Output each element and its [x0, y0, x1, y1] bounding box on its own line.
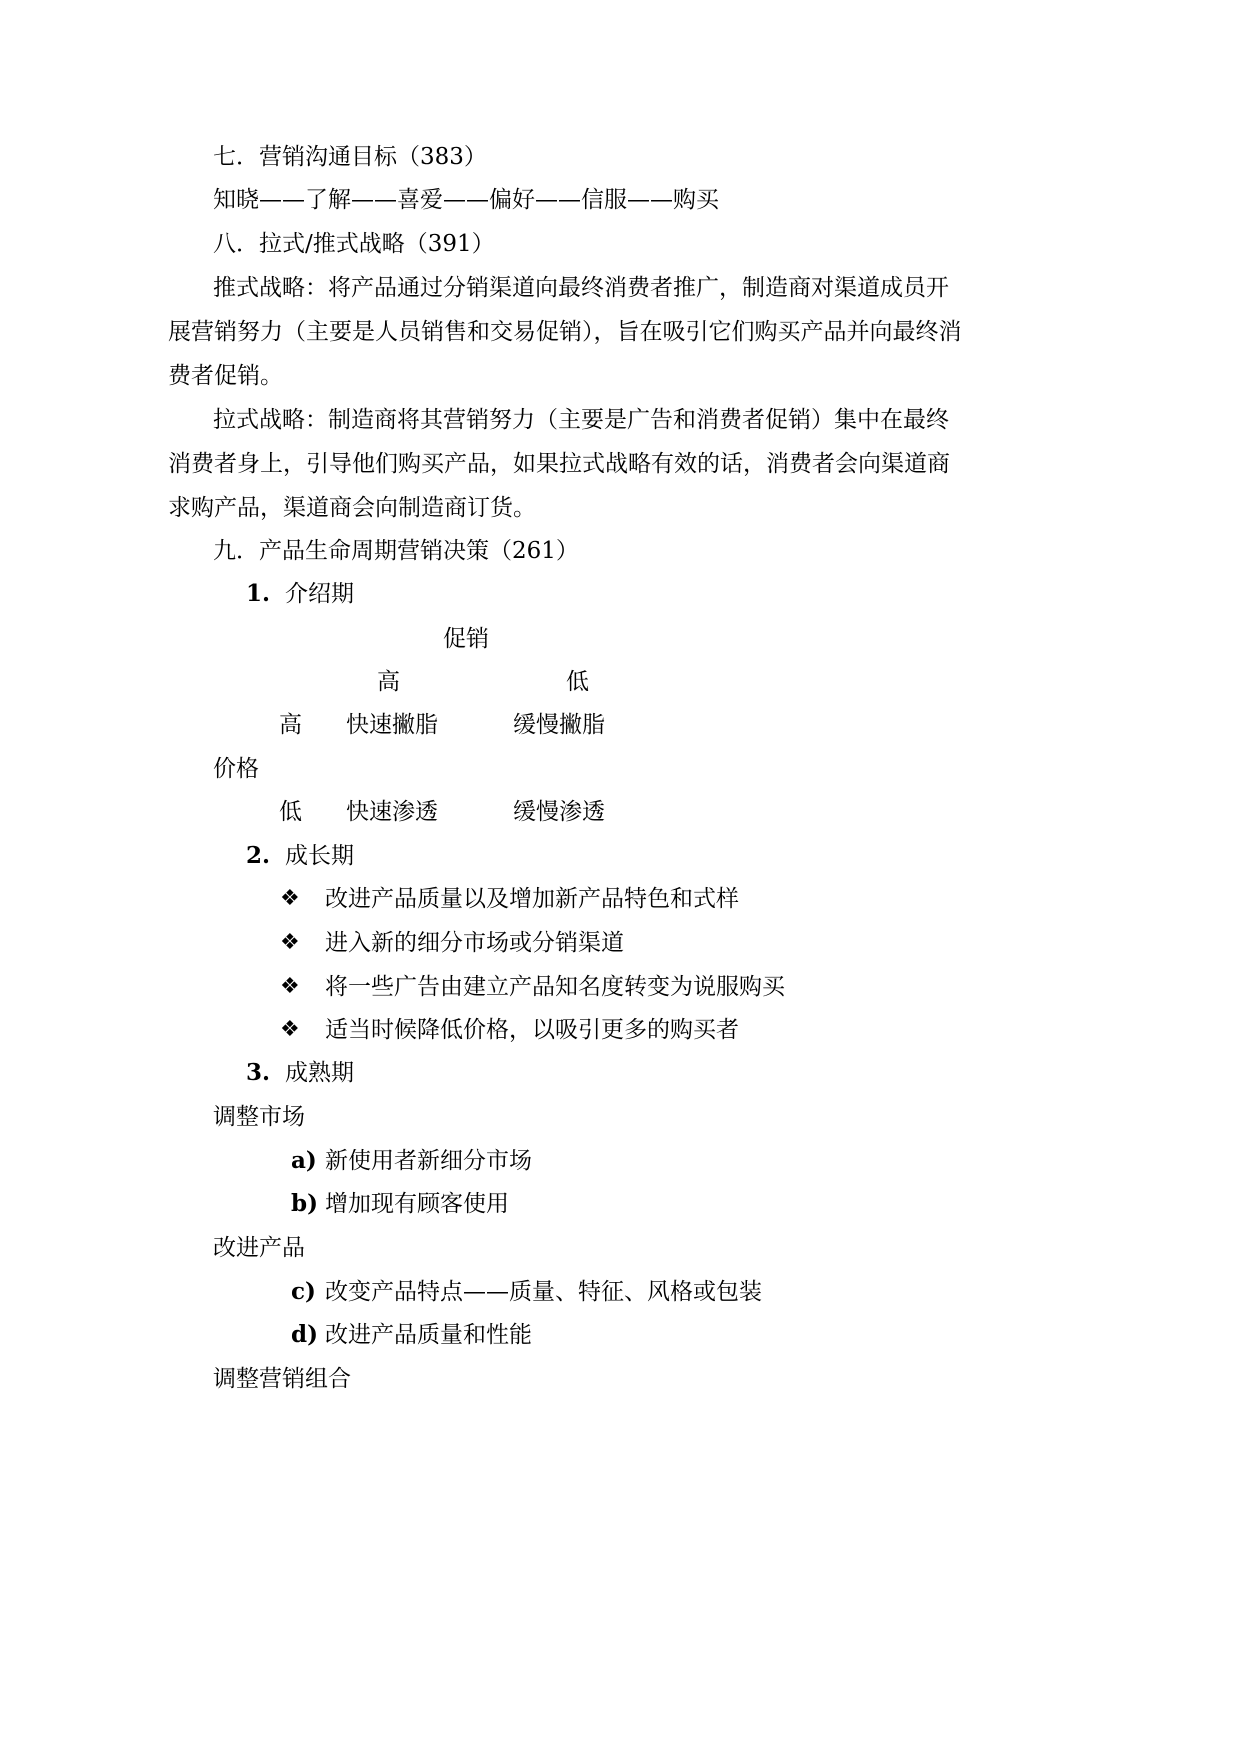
adjust-marketing-mix-heading: 调整营销组合 — [213, 1366, 351, 1392]
matrix-col-high: 高 — [377, 669, 400, 695]
matrix-col-low: 低 — [566, 669, 589, 695]
improve-product-heading: 改进产品 — [213, 1235, 305, 1261]
matrix-row-high: 高 — [279, 712, 302, 738]
pull-strategy-line-2: 消费者身上，引导他们购买产品，如果拉式战略有效的话，消费者会向渠道商 — [168, 451, 950, 477]
list-marker: b) — [291, 1190, 318, 1217]
list-marker: c) — [291, 1278, 316, 1305]
section9-heading: 九．产品生命周期营销决策（261） — [213, 538, 579, 564]
stage2-label: 成长期 — [285, 843, 354, 869]
matrix-slow-penetration: 缓慢渗透 — [513, 799, 605, 825]
bullet-icon: ❖ — [280, 974, 300, 999]
list-item: 改变产品特点——质量、特征、风格或包装 — [325, 1279, 762, 1305]
list-marker: d) — [291, 1321, 318, 1348]
section8-heading: 八．拉式/推式战略（391） — [213, 231, 495, 257]
matrix-rapid-penetration: 快速渗透 — [346, 799, 438, 825]
stage1-number: 1. — [246, 580, 271, 607]
bullet-icon: ❖ — [280, 930, 300, 955]
push-strategy-line-2: 展营销努力（主要是人员销售和交易促销），旨在吸引它们购买产品并向最终消 — [168, 319, 962, 345]
list-marker: a) — [291, 1147, 317, 1174]
stage3-label: 成熟期 — [285, 1060, 354, 1086]
list-item: 改进产品质量和性能 — [325, 1322, 532, 1348]
list-item: 改进产品质量以及增加新产品特色和式样 — [325, 886, 739, 912]
list-item: 新使用者新细分市场 — [325, 1148, 532, 1174]
stage1-label: 介绍期 — [285, 581, 354, 607]
adjust-market-heading: 调整市场 — [213, 1104, 305, 1130]
communication-stages: 知晓——了解——喜爱——偏好——信服——购买 — [213, 187, 719, 213]
bullet-icon: ❖ — [280, 1017, 300, 1042]
matrix-price-axis: 价格 — [213, 756, 259, 782]
stage2-number: 2. — [246, 842, 271, 869]
pull-strategy-line-1: 拉式战略：制造商将其营销努力（主要是广告和消费者促销）集中在最终 — [213, 407, 949, 433]
section7-heading: 七．营销沟通目标（383） — [213, 144, 487, 170]
matrix-rapid-skimming: 快速撇脂 — [346, 712, 438, 738]
bullet-icon: ❖ — [280, 886, 300, 911]
stage3-number: 3. — [246, 1059, 271, 1086]
list-item: 适当时候降低价格，以吸引更多的购买者 — [325, 1017, 739, 1043]
matrix-promotion-axis: 促销 — [443, 626, 489, 652]
list-item: 将一些广告由建立产品知名度转变为说服购买 — [325, 974, 785, 1000]
push-strategy-line-3: 费者促销。 — [168, 363, 283, 389]
list-item: 增加现有顾客使用 — [325, 1191, 509, 1217]
pull-strategy-line-3: 求购产品，渠道商会向制造商订货。 — [168, 495, 536, 521]
matrix-row-low: 低 — [279, 799, 302, 825]
list-item: 进入新的细分市场或分销渠道 — [325, 930, 624, 956]
matrix-slow-skimming: 缓慢撇脂 — [513, 712, 605, 738]
push-strategy-line-1: 推式战略：将产品通过分销渠道向最终消费者推广，制造商对渠道成员开 — [213, 275, 949, 301]
